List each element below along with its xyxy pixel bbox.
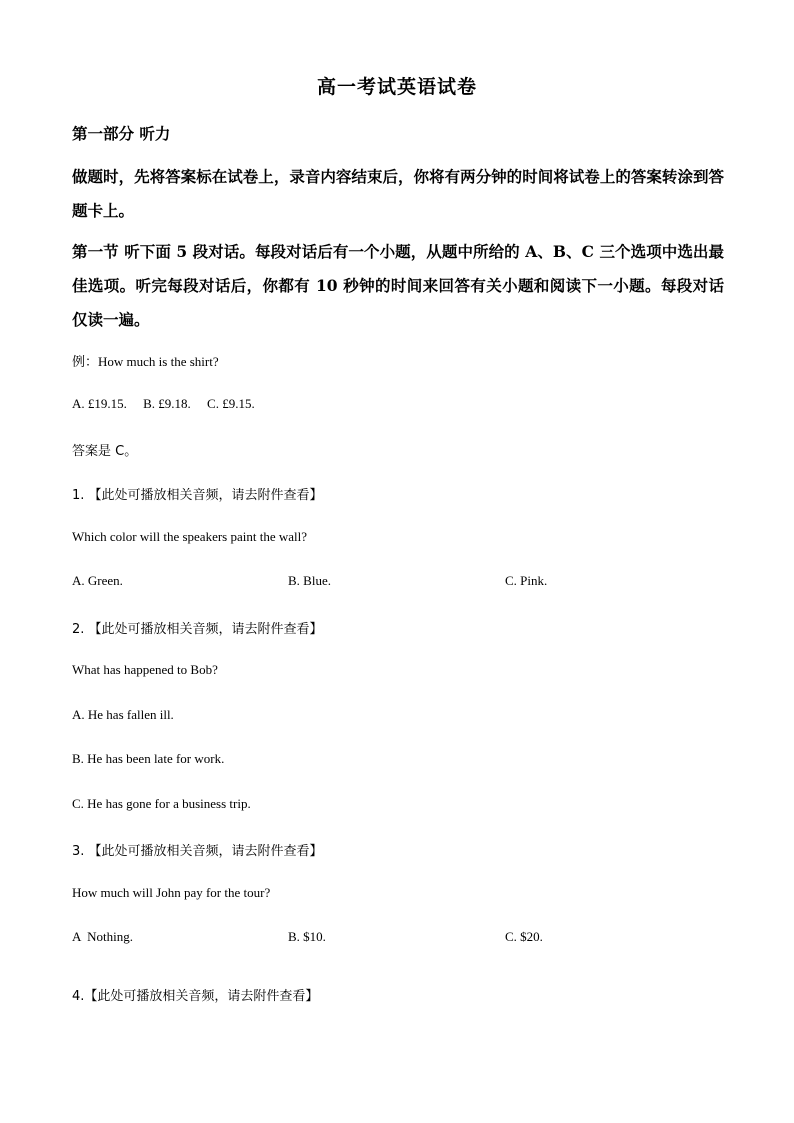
question-2-number: 2. 【此处可播放相关音频，请去附件查看】 [72, 622, 323, 637]
part-heading: 第一部分 听力 [72, 124, 171, 143]
example-answer: 答案是 C。 [72, 444, 138, 459]
question-2-option-a: A. He has fallen ill. [72, 707, 174, 722]
question-1-option-b: B. Blue. [288, 573, 331, 588]
question-1-option-c: C. Pink. [505, 573, 548, 588]
question-3-option-a: A Nothing. [72, 929, 134, 944]
example-options: A. £19.15. B. £9.18. C. £9.15. [72, 396, 255, 411]
question-1-number: 1. 【此处可播放相关音频，请去附件查看】 [72, 488, 323, 503]
example-question: 例：How much is the shirt? [72, 354, 219, 369]
question-3-text: How much will John pay for the tour? [72, 885, 271, 900]
page-title: 高一考试英语试卷 [316, 76, 477, 98]
question-3-number: 3. 【此处可播放相关音频，请去附件查看】 [72, 844, 323, 859]
question-2-option-b: B. He has been late for work. [72, 751, 225, 766]
instructions: 做题时，先将答案标在试卷上，录音内容结束后，你将有两分钟的时间将试卷上的答案转涂到答题卡上。 [72, 167, 724, 220]
question-1-option-a: A. Green. [72, 573, 123, 588]
question-3-option-c: C. $20. [505, 929, 543, 944]
question-2-text: What has happened to Bob? [72, 662, 218, 677]
question-1-text: Which color will the speakers paint the wall? [72, 529, 308, 544]
question-4-number: 4.【此处可播放相关音频，请去附件查看】 [72, 989, 319, 1004]
section-heading: 第一节 听下面 5 段对话。每段对话后有一个小题，从题中所给的 A、B、C 三个选项中选出最佳选项。听完每段对话后，你都有 10 秒钟的时间来回答有关小题和阅读下一小题。每段对话仅读一遍。 [72, 242, 724, 329]
question-3-option-b: B. $10. [288, 929, 326, 944]
question-2-option-c: C. He has gone for a business trip. [72, 796, 251, 811]
